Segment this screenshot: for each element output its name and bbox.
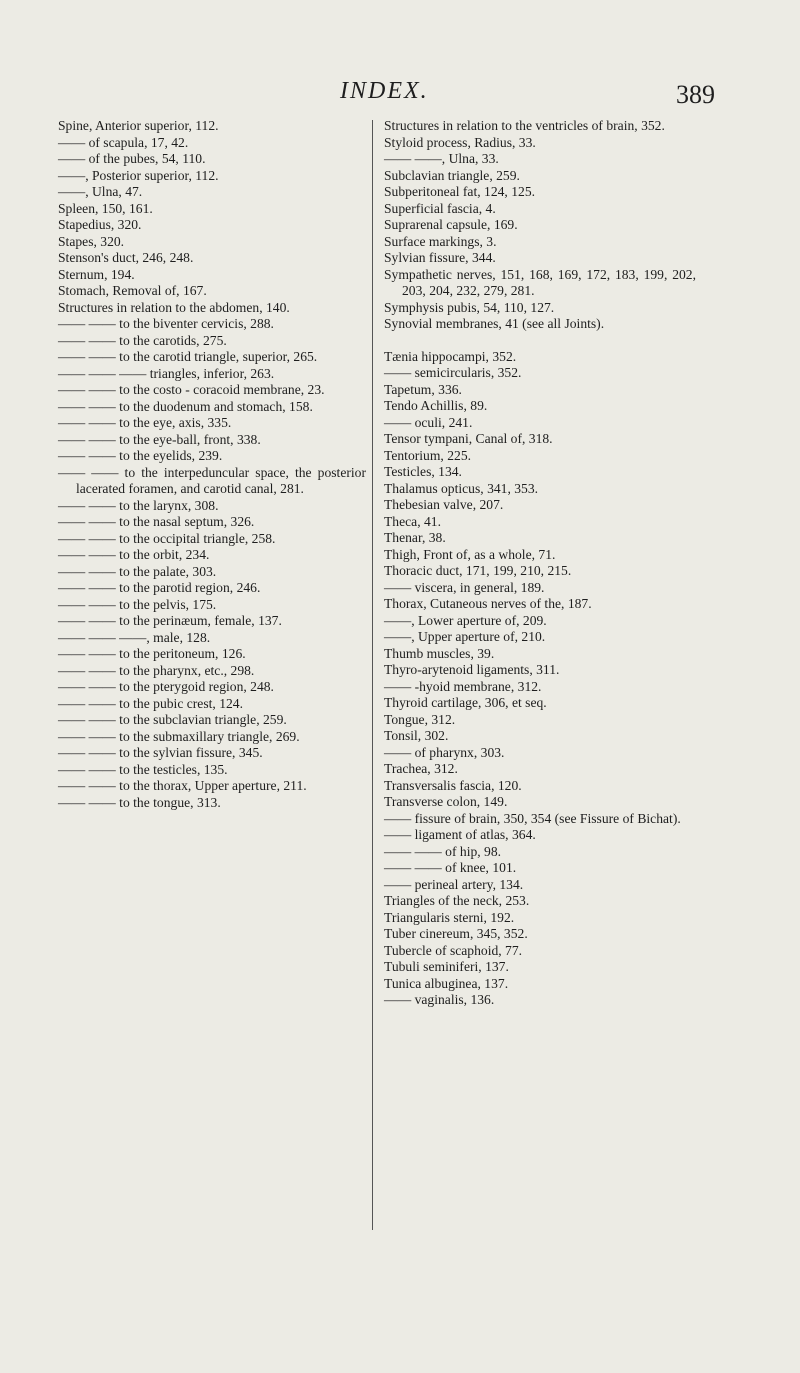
index-entry: —— of scapula, 17, 42. bbox=[58, 134, 189, 150]
index-entry: Thumb muscles, 39. bbox=[384, 645, 495, 661]
index-entry: Symphysis pubis, 54, 110, 127. bbox=[384, 299, 555, 315]
index-entry: Tapetum, 336. bbox=[384, 381, 462, 397]
index-entry: —— fissure of brain, 350, 354 (see Fissure of Bichat). bbox=[384, 810, 681, 826]
index-entry: —— vaginalis, 136. bbox=[384, 992, 495, 1007]
index-entry: —— —— to the biventer cervicis, 288. bbox=[58, 316, 274, 331]
index-entry: ——, Ulna, 47. bbox=[58, 184, 143, 199]
index-entry: Subclavian triangle, 259. bbox=[384, 167, 520, 183]
index-entry: —— —— of hip, 98. bbox=[384, 843, 502, 859]
index-entry: Stapes, 320. bbox=[58, 233, 125, 249]
index-entry: —— —— of knee, 101. bbox=[384, 860, 517, 875]
index-entry: ——, Lower aperture of, 209. bbox=[384, 612, 547, 628]
index-entry: Tunica albuginea, 137. bbox=[384, 975, 509, 991]
index-entry: —— —— to the interpeduncular space, the posterior lacerated foramen, and carotid canal, 281. bbox=[58, 464, 366, 496]
index-entry: Spine, Anterior superior, 112. bbox=[58, 118, 219, 133]
index-entry: —— —— to the tongue, 313. bbox=[58, 794, 221, 810]
index-entry: —— —— to the orbit, 234. bbox=[58, 547, 210, 562]
index-entry: Transversalis fascia, 120. bbox=[384, 777, 522, 793]
index-entry: —— oculi, 241. bbox=[384, 414, 473, 430]
index-entry: —— —— to the eye, axis, 335. bbox=[58, 415, 232, 430]
index-entry: Tensor tympani, Canal of, 318. bbox=[384, 431, 553, 446]
index-entry: Synovial membranes, 41 (see all Joints). bbox=[384, 316, 605, 331]
index-entry: —— —— to the pubic crest, 124. bbox=[58, 695, 243, 711]
index-entry: Tubercle of scaphoid, 77. bbox=[384, 942, 523, 958]
page-header-title: INDEX. bbox=[340, 78, 429, 104]
index-entry: —— —— to the carotid triangle, superior, 265. bbox=[58, 349, 318, 364]
index-entry: Spleen, 150, 161. bbox=[58, 200, 153, 216]
index-entry: Thenar, 38. bbox=[384, 530, 446, 545]
index-entry: —— —— to the palate, 303. bbox=[58, 563, 217, 579]
index-entry: Theca, 41. bbox=[384, 513, 441, 529]
index-entry: Stapedius, 320. bbox=[58, 217, 142, 232]
index-entry: —— —— to the perinæum, female, 137. bbox=[58, 613, 282, 628]
index-entry: —— —— to the eye-ball, front, 338. bbox=[58, 431, 261, 447]
index-entry: Structures in relation to the ventricles of brain, 352. bbox=[384, 118, 665, 133]
index-entry: Surface markings, 3. bbox=[384, 233, 497, 249]
index-entry: Tubuli seminiferi, 137. bbox=[384, 959, 509, 974]
index-entry: —— —— to the eyelids, 239. bbox=[58, 448, 223, 463]
index-entry: —— —— to the occipital triangle, 258. bbox=[58, 530, 276, 546]
index-entry: —— —— —— triangles, inferior, 263. bbox=[58, 365, 275, 381]
index-entry: Subperitoneal fat, 124, 125. bbox=[384, 184, 536, 199]
index-entry: Triangles of the neck, 253. bbox=[384, 893, 530, 908]
index-entry: Sympathetic nerves, 151, 168, 169, 172, 183, 199, 202, 203, 204, 232, 279, 281. bbox=[384, 266, 696, 298]
index-entry: Styloid process, Radius, 33. bbox=[384, 134, 536, 150]
index-entry: Thyro-arytenoid ligaments, 311. bbox=[384, 662, 560, 677]
index-entry: Thorax, Cutaneous nerves of the, 187. bbox=[384, 596, 592, 611]
index-entry: —— perineal artery, 134. bbox=[384, 876, 524, 892]
index-entry: —— —— to the nasal septum, 326. bbox=[58, 514, 255, 529]
index-entry: —— —— to the pelvis, 175. bbox=[58, 596, 217, 612]
index-entry: —— —— to the submaxillary triangle, 269. bbox=[58, 728, 300, 744]
index-entry: —— —— to the carotids, 275. bbox=[58, 332, 227, 348]
index-entry: —— —— to the pterygoid region, 248. bbox=[58, 679, 274, 694]
index-entry: Superficial fascia, 4. bbox=[384, 200, 496, 216]
index-entry: —— —— ——, male, 128. bbox=[58, 629, 211, 645]
index-entry: Tentorium, 225. bbox=[384, 447, 472, 463]
index-entry: —— —— to the subclavian triangle, 259. bbox=[58, 712, 287, 727]
index-entry: Thoracic duct, 171, 199, 210, 215. bbox=[384, 563, 572, 578]
page-number: 389 bbox=[676, 80, 715, 109]
index-entry: —— ligament of atlas, 364. bbox=[384, 827, 536, 842]
index-entry: —— —— to the pharynx, etc., 298. bbox=[58, 662, 255, 678]
index-entry: —— —— to the duodenum and stomach, 158. bbox=[58, 398, 313, 414]
index-entry: Stenson's duct, 246, 248. bbox=[58, 250, 194, 265]
index-entry: Sternum, 194. bbox=[58, 266, 135, 282]
index-column-right bbox=[384, 118, 696, 1009]
index-entry: Testicles, 134. bbox=[384, 464, 462, 479]
index-entry: —— ——, Ulna, 33. bbox=[384, 151, 499, 166]
index-entry: Tuber cinereum, 345, 352. bbox=[384, 926, 528, 941]
index-entry: —— -hyoid membrane, 312. bbox=[384, 678, 542, 694]
index-entry: —— —— to the larynx, 308. bbox=[58, 497, 219, 513]
index-entry: Tonsil, 302. bbox=[384, 728, 449, 743]
column-divider bbox=[372, 120, 373, 1230]
index-entry: Thyroid cartilage, 306, et seq. bbox=[384, 695, 547, 710]
index-entry: Transverse colon, 149. bbox=[384, 794, 508, 809]
index-column-left bbox=[58, 118, 366, 811]
index-entry: —— semicircularis, 352. bbox=[384, 365, 522, 380]
index-entry: Thebesian valve, 207. bbox=[384, 497, 504, 512]
index-entry: —— of pharynx, 303. bbox=[384, 744, 505, 760]
index-entry: —— viscera, in general, 189. bbox=[384, 579, 545, 595]
index-entry: Structures in relation to the abdomen, 140. bbox=[58, 299, 290, 315]
index-entry: Tendo Achillis, 89. bbox=[384, 398, 488, 413]
index-entry: —— of the pubes, 54, 110. bbox=[58, 151, 206, 166]
index-entry: —— —— to the costo - coracoid membrane, 23. bbox=[58, 382, 325, 397]
index-entry: Suprarenal capsule, 169. bbox=[384, 217, 518, 232]
index-entry: Thalamus opticus, 341, 353. bbox=[384, 480, 539, 496]
index-entry: Tongue, 312. bbox=[384, 711, 456, 727]
index-entry: —— —— to the sylvian fissure, 345. bbox=[58, 745, 263, 760]
index-entry: Trachea, 312. bbox=[384, 761, 458, 776]
index-entry: ——, Posterior superior, 112. bbox=[58, 167, 219, 183]
index-entry: Triangularis sterni, 192. bbox=[384, 909, 515, 925]
index-entry: Thigh, Front of, as a whole, 71. bbox=[384, 546, 556, 562]
index-entry: ——, Upper aperture of, 210. bbox=[384, 629, 546, 644]
index-entry: —— —— to the testicles, 135. bbox=[58, 761, 228, 777]
index-entry: —— —— to the parotid region, 246. bbox=[58, 580, 261, 595]
index-entry: Sylvian fissure, 344. bbox=[384, 250, 496, 265]
index-entry: —— —— to the peritoneum, 126. bbox=[58, 646, 246, 661]
index-entry: —— —— to the thorax, Upper aperture, 211. bbox=[58, 778, 307, 793]
index-entry: Stomach, Removal of, 167. bbox=[58, 283, 207, 298]
index-entry: Tænia hippocampi, 352. bbox=[384, 348, 517, 364]
